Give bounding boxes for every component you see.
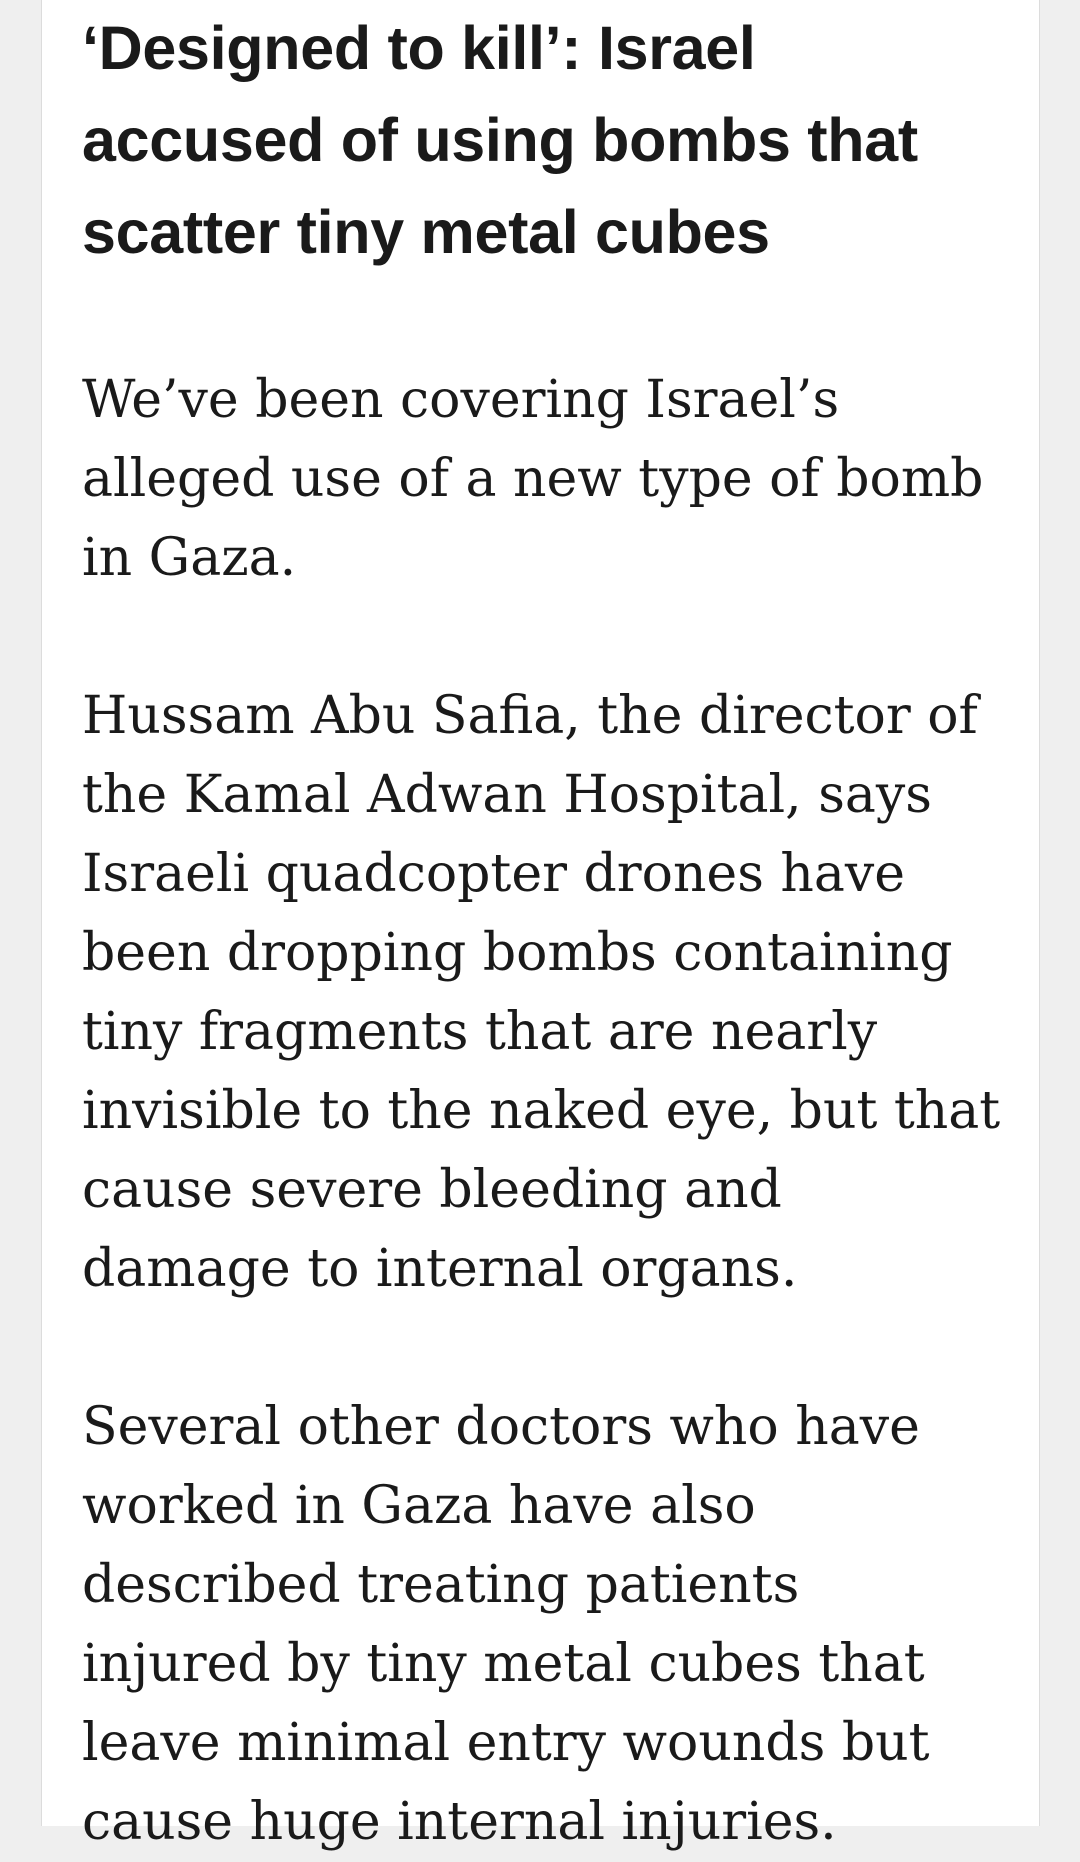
article-paragraph-1: We’ve been covering Israel’s alleged use of a new type of bomb in Gaza.: [82, 370, 984, 588]
article-content: [82, 0, 1002, 1862]
article-paragraph-2: Hussam Abu Safia, the director of the Kamal Adwan Hospital, says Israeli quadcopter drones have been dropping bombs containing tiny fragments that are nearly invisible to the naked eye, but that cause severe bleeding and damage to internal organs.: [82, 686, 1001, 1299]
article-card: [41, 0, 1040, 1852]
article-paragraph-3: Several other doctors who have worked in Gaza have also described treating patients injured by tiny metal cubes that leave minimal entry wounds but cause huge internal injuries.: [82, 1397, 930, 1852]
article-headline: ‘Designed to kill’: Israel accused of using bombs that scatter tiny metal cubes: [82, 14, 918, 266]
